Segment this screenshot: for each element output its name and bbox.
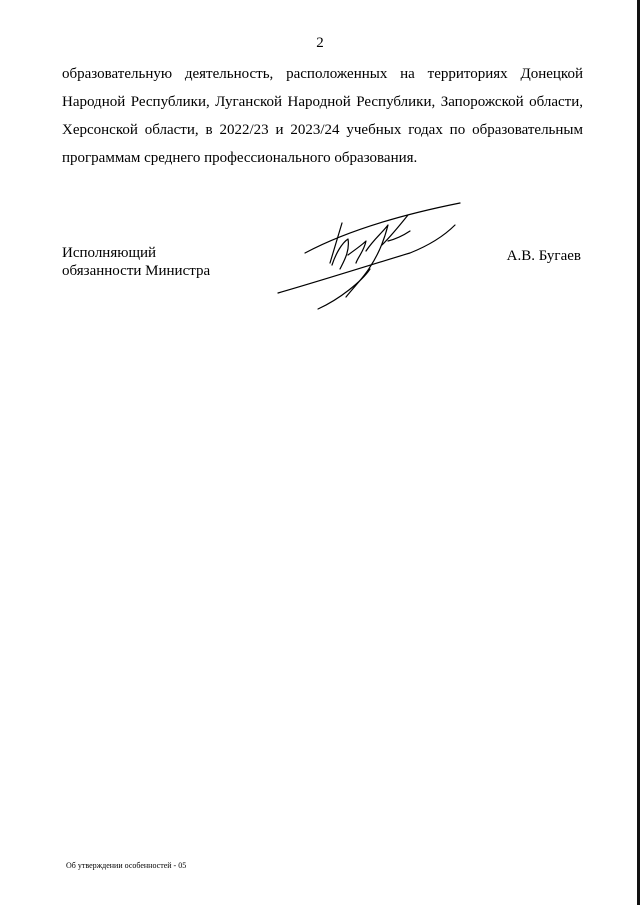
- body-text: [62, 60, 583, 172]
- body-paragraph: образовательную деятельность, расположенных на территориях Донецкой Народной Республики, Луганской Народной Республики, Запорожской области, Херсонской области, в 2022/23 и 2023/24 учебных годах по образовательным программам среднего профессионального образования.: [62, 66, 583, 166]
- page-number: 2: [316, 35, 324, 51]
- signer-name: А.В. Бугаев: [506, 248, 581, 264]
- signer-role: [62, 244, 210, 280]
- footer-note: Об утверждении особенностей - 05: [66, 861, 187, 870]
- handwritten-signature: [270, 195, 470, 315]
- signer-role-line-2: обязанности Министра: [62, 263, 211, 279]
- signer-role-line-1: Исполняющий: [62, 245, 157, 261]
